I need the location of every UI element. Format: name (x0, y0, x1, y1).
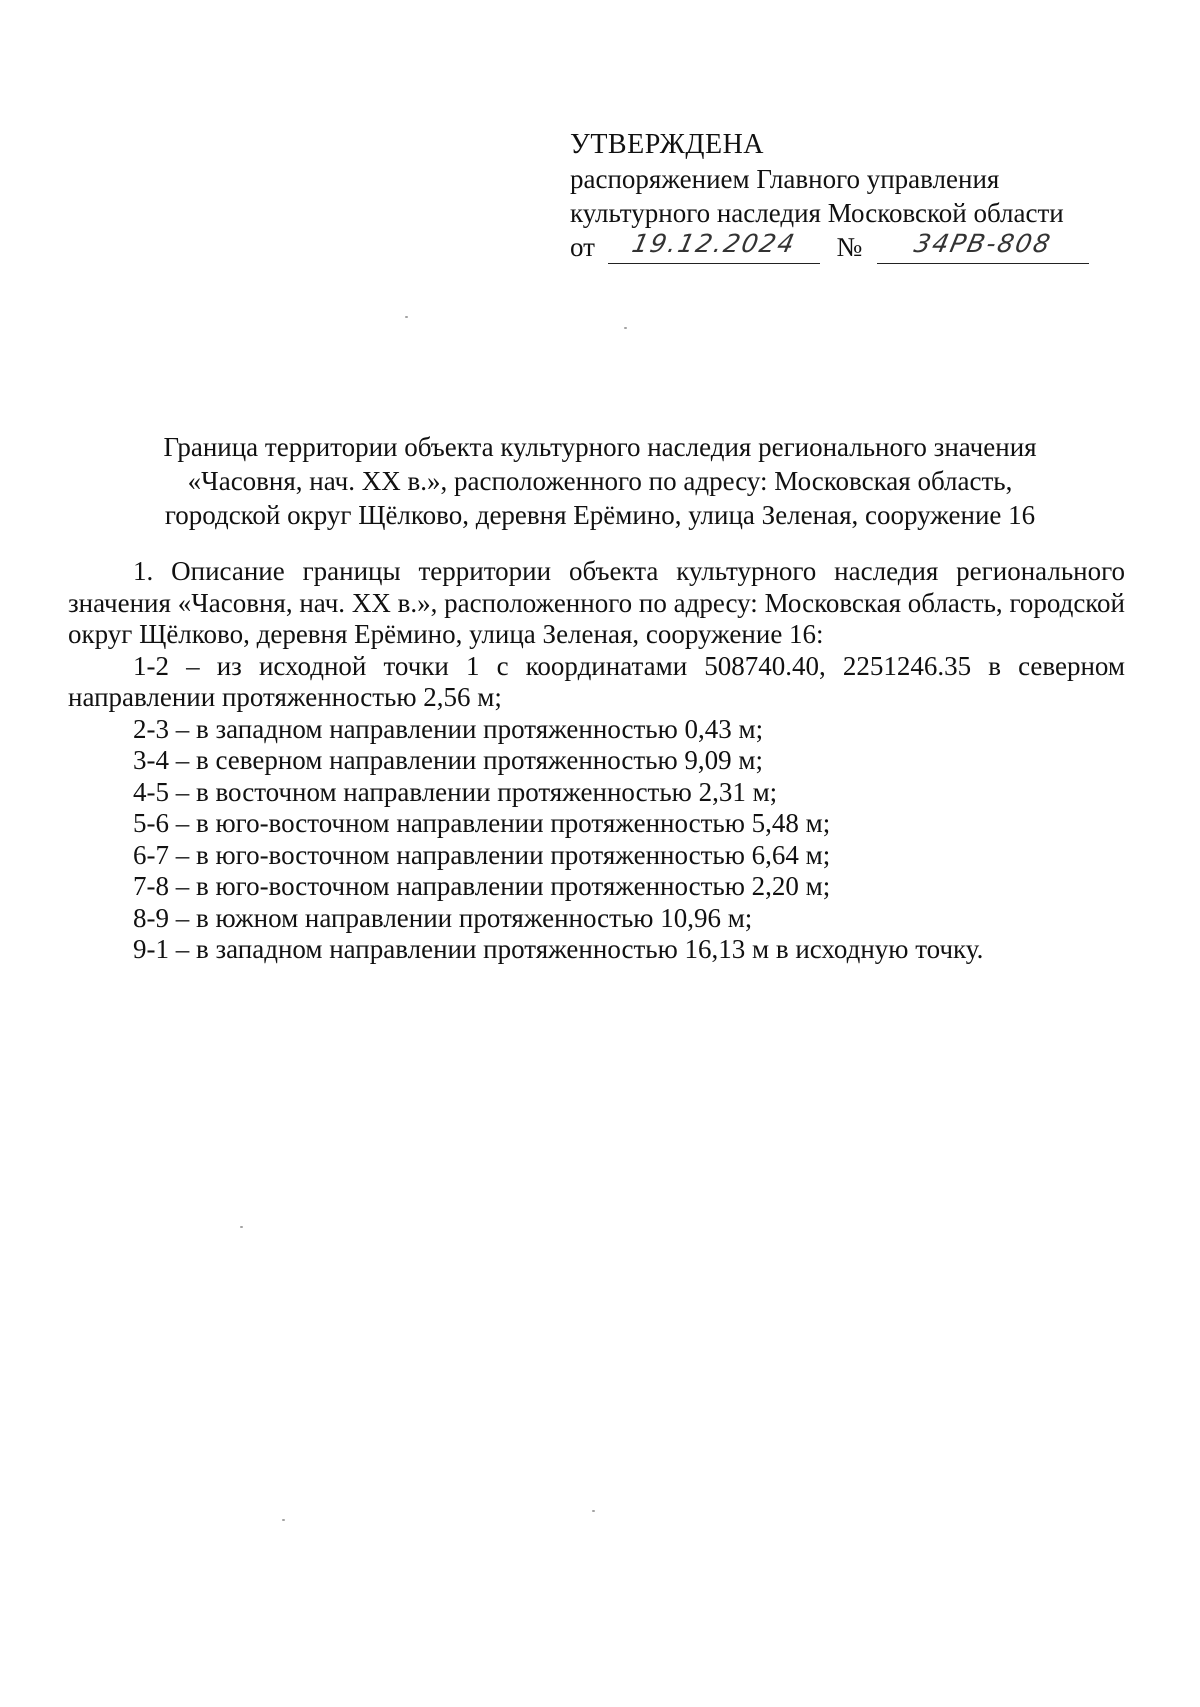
title-line-2: «Часовня, нач. XX в.», расположенного по адресу: Московская область, (187, 466, 1013, 496)
document-body (68, 556, 1125, 966)
document-title (90, 430, 1110, 532)
approval-title: УТВЕРЖДЕНА (570, 129, 765, 160)
handwritten-date-field (608, 231, 820, 264)
boundary-segment-2-3: 2-3 – в западном направлении протяженностью 0,43 м; (133, 713, 764, 744)
boundary-description-intro: 1. Описание границы территории объекта культурного наследия регионального значения «Часовня, нач. XX в.», расположенного по адресу: Московская область, городской округ Щёлково, деревня Ерёмино, улица Зеленая, сооружение 16: (68, 556, 1125, 649)
boundary-segment-1-2: 1-2 – из исходной точки 1 с координатами 508740.40, 2251246.35 в северном направлении протяженностью 2,56 м; (68, 650, 1125, 712)
handwritten-number: 34РВ-808 (911, 229, 1055, 258)
scan-speck (282, 1519, 285, 1521)
number-label: № (836, 232, 863, 262)
scan-speck (624, 327, 627, 329)
scan-speck (240, 1226, 243, 1228)
handwritten-date: 19.12.2024 (629, 229, 799, 258)
boundary-segment-7-8: 7-8 – в юго-восточном направлении протяженностью 2,20 м; (133, 871, 831, 901)
boundary-segment-3-4: 3-4 – в северном направлении протяженностью 9,09 м; (133, 745, 764, 775)
boundary-segment-5-6: 5-6 – в юго-восточном направлении протяженностью 5,48 м; (133, 808, 831, 838)
approval-block (570, 128, 1130, 268)
handwritten-number-field (877, 231, 1089, 264)
boundary-segment-9-1: 9-1 – в западном направлении протяженностью 16,13 м в исходную точку. (133, 934, 984, 964)
boundary-segment-6-7: 6-7 – в юго-восточном направлении протяженностью 6,64 м; (133, 839, 831, 870)
title-line-1: Граница территории объекта культурного наследия регионального значения (163, 432, 1037, 462)
boundary-segment-8-9: 8-9 – в южном направлении протяженностью 10,96 м; (133, 902, 753, 933)
boundary-segment-4-5: 4-5 – в восточном направлении протяженностью 2,31 м; (133, 776, 778, 807)
approval-date-number-row (570, 230, 1130, 268)
approval-issuer-line-1: распоряжением Главного управления (570, 164, 1000, 194)
scan-speck (405, 316, 408, 318)
date-label: от (570, 232, 595, 262)
approval-issuer-line-2: культурного наследия Московской области (570, 198, 1064, 228)
scan-speck (592, 1510, 595, 1512)
title-line-3: городской округ Щёлково, деревня Ерёмино, улица Зеленая, сооружение 16 (164, 500, 1036, 530)
